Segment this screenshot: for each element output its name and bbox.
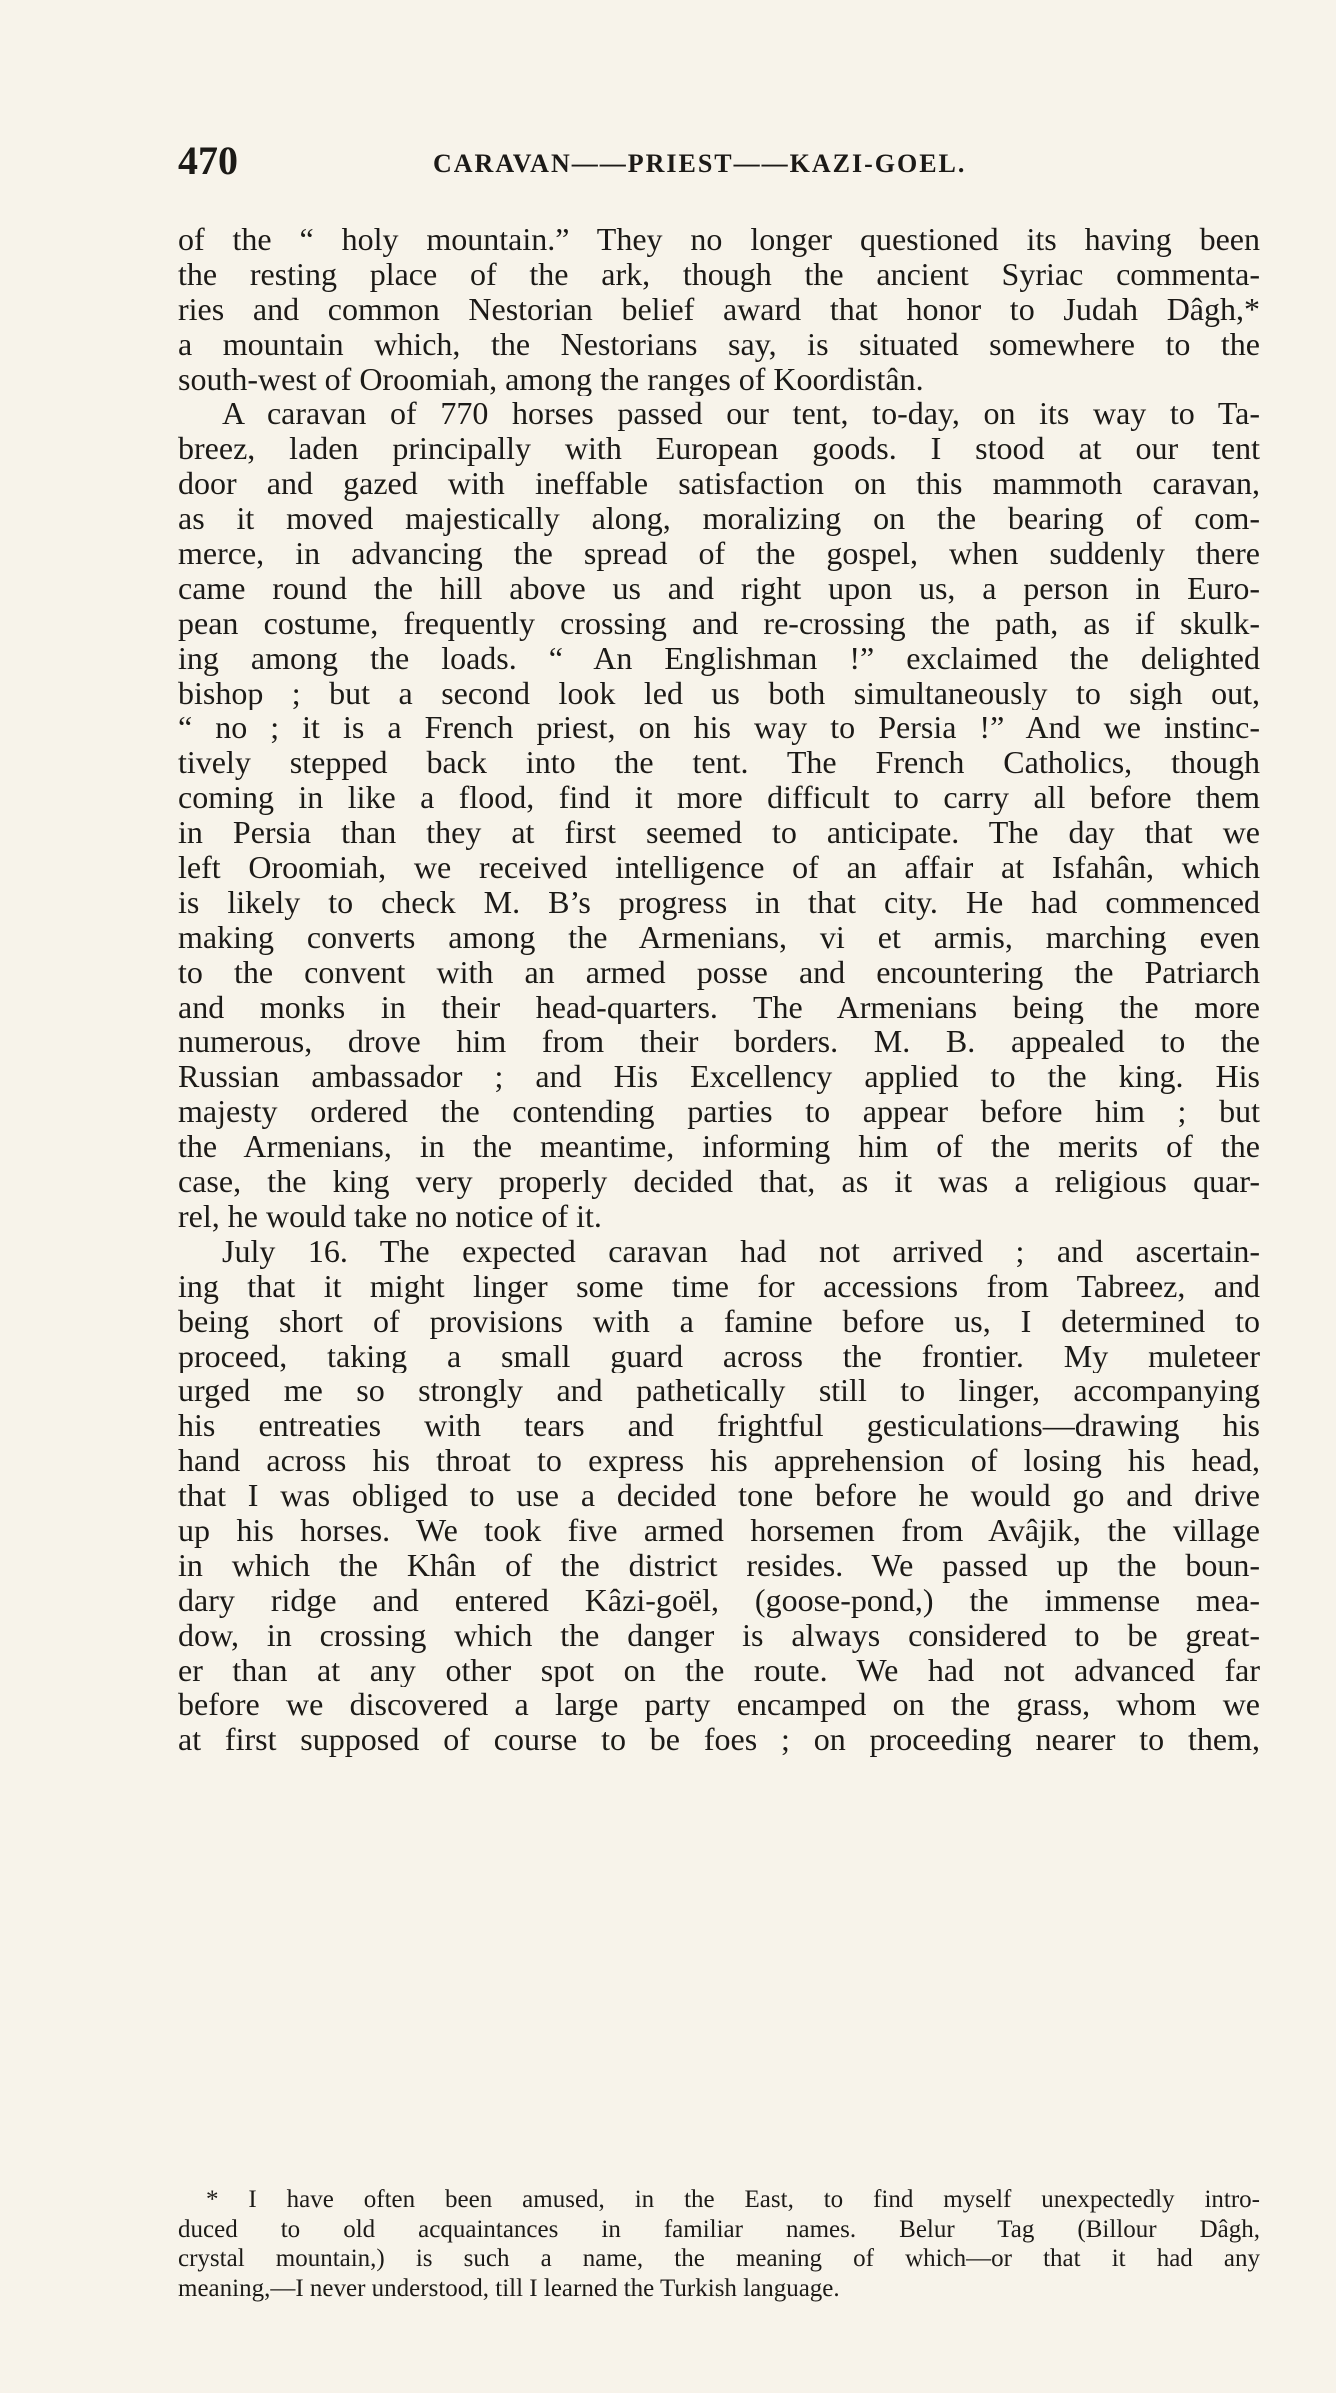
text-line: that I was obliged to use a decided tone before he would go and drive [178,1478,1260,1513]
text-line: the resting place of the ark, though the ancient Syriac commenta- [178,256,1260,292]
text-line: is likely to check M. B’s progress in that city. He had commenced [178,884,1260,920]
page-number: 470 [178,138,238,183]
text-line: dow, in crossing which the danger is always considered to be great- [178,1617,1260,1653]
text-line: ing among the loads. “ An Englishman !” exclaimed the delighted [178,640,1260,676]
text-line: merce, in advancing the spread of the gospel, when suddenly there [178,536,1260,571]
text-line: being short of provisions with a famine before us, I determined to [178,1303,1260,1339]
text-line: before we discovered a large party encamped on the grass, whom we [178,1687,1260,1723]
text-line: door and gazed with ineffable satisfaction on this mammoth caravan, [178,466,1260,502]
text-line: breez, laden principally with European goods. I stood at our tent [178,431,1260,467]
text-line: proceed, taking a small guard across the frontier. My muleteer [178,1338,1260,1374]
text-line: left Oroomiah, we received intelligence of an affair at Isfahân, which [178,850,1260,885]
footnote-line: duced to old acquaintances in familiar names. Belur Tag (Billour Dâgh, [178,2215,1260,2243]
text-line: at first supposed of course to be foes ; on proceeding nearer to them, [178,1722,1260,1758]
text-line: the Armenians, in the meantime, informing him of the merits of the [178,1129,1260,1165]
text-line: in which the Khân of the district resides. We passed up the boun- [178,1547,1260,1583]
text-line: pean costume, frequently crossing and re-crossing the path, as if skulk- [178,605,1260,641]
text-line: south-west of Oroomiah, among the ranges of Koordistân. [178,361,924,397]
text-line: July 16. The expected caravan had not arrived ; and ascertain- [222,1233,1260,1269]
text-line: coming in like a flood, find it more difficult to carry all before them [178,780,1260,816]
text-line: in Persia than they at first seemed to anticipate. The day that we [178,815,1260,851]
text-line: “ no ; it is a French priest, on his way to Persia !” And we instinc- [178,710,1260,746]
text-line: ing that it might linger some time for accessions from Tabreez, and [178,1268,1260,1304]
text-line: and monks in their head-quarters. The Armenians being the more [178,989,1260,1025]
text-line: tively stepped back into the tent. The French Catholics, though [178,745,1260,781]
text-line: dary ridge and entered Kâzi-goël, (goose-pond,) the immense mea- [178,1582,1260,1618]
text-line: to the convent with an armed posse and encountering the Patriarch [178,954,1260,990]
text-line: bishop ; but a second look led us both simultaneously to sigh out, [178,675,1260,711]
footnote-line: * I have often been amused, in the East, to find myself unexpectedly intro- [206,2186,1260,2213]
text-line: a mountain which, the Nestorians say, is situated somewhere to the [178,326,1260,362]
text-line: A caravan of 770 horses passed our tent, to-day, on its way to Ta- [222,396,1260,432]
page-header [178,136,1038,186]
running-head: CARAVAN——PRIEST——KAZI-GOEL. [433,149,967,178]
text-line: numerous, drove him from their borders. M. B. appealed to the [178,1024,1260,1060]
footnote-line: crystal mountain,) is such a name, the meaning of which—or that it had any [178,2245,1260,2273]
text-line: up his horses. We took five armed horsemen from Avâjik, the village [178,1512,1260,1548]
text-line: as it moved majestically along, moralizing on the bearing of com- [178,501,1260,537]
text-line: hand across his throat to express his apprehension of losing his head, [178,1443,1260,1479]
footnote-line: meaning,—I never understood, till I learned the Turkish language. [178,2274,840,2302]
footnote [178,2185,1260,2303]
text-line: case, the king very properly decided that, as it was a religious quar- [178,1164,1260,1199]
text-line: majesty ordered the contending parties to appear before him ; but [178,1094,1260,1130]
text-line: Russian ambassador ; and His Excellency applied to the king. His [178,1059,1260,1095]
text-line: making converts among the Armenians, vi et armis, marching even [178,919,1260,955]
text-line: his entreaties with tears and frightful gesticulations—drawing his [178,1408,1260,1444]
body-text [178,222,1260,1757]
text-line: ries and common Nestorian belief award that honor to Judah Dâgh,* [178,291,1260,327]
text-line: came round the hill above us and right upon us, a person in Euro- [178,570,1260,606]
text-line: er than at any other spot on the route. We had not advanced far [178,1652,1260,1688]
text-line: of the “ holy mountain.” They no longer questioned its having been [178,222,1260,257]
text-line: urged me so strongly and pathetically still to linger, accompanying [178,1373,1260,1409]
text-line: rel, he would take no notice of it. [178,1198,602,1234]
